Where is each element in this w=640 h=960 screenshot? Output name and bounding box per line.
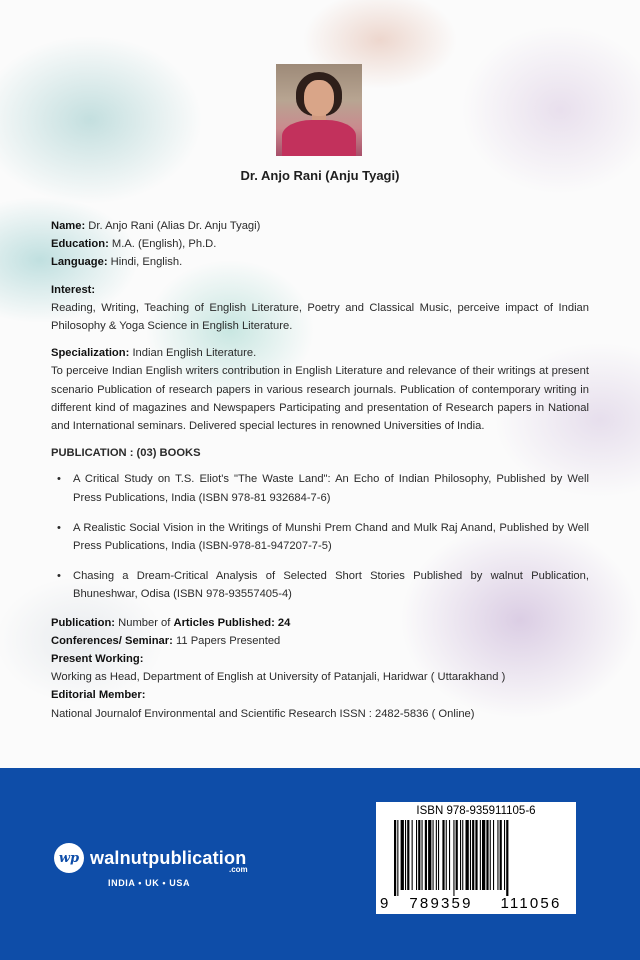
present-working-label-text: Present Working: [51, 653, 144, 666]
barcode-bar [433, 820, 434, 890]
barcode-bar [418, 820, 420, 890]
barcode-bar [472, 820, 474, 890]
barcode-bar [442, 820, 444, 890]
education-line [51, 235, 589, 253]
interest-label [51, 281, 589, 299]
education-label: Education: [51, 238, 109, 251]
publication-value: Articles Published: 24 [173, 616, 291, 629]
conferences-label: Conferences/ Seminar: [51, 634, 173, 647]
book-item: • A Realistic Social Vision in the Writings of Munshi Prem Chand and Mulk Raj Anand, Published by Well Press Publications, India (ISBN-978-81-947207-7-5) [51, 519, 589, 555]
name-line [51, 217, 589, 235]
barcode-bar [407, 820, 409, 890]
isbn-label: ISBN 978-935911105-6 [416, 805, 536, 817]
barcode-bar [475, 820, 477, 890]
barcode-bar [416, 820, 417, 890]
barcode-bar [449, 820, 450, 890]
barcode-bar [438, 820, 439, 890]
barcode-bar [394, 820, 396, 896]
name-value: Dr. Anjo Rani (Alias Dr. Anju Tyagi) [85, 220, 261, 232]
conferences-value: 11 Papers Presented [172, 634, 281, 647]
editorial-value: National Journalof Environmental and Scientific Research ISSN : 2482-5836 ( Online) [51, 707, 475, 720]
editorial-label-text: Editorial Member: [51, 689, 146, 702]
conferences-line [51, 632, 589, 650]
barcode-bar [504, 820, 505, 890]
editorial-label [51, 686, 589, 704]
barcode-bar [446, 820, 447, 890]
walnut-logo-icon: wp [54, 843, 84, 873]
isbn-barcode [376, 802, 576, 914]
publication-label: Publication: [51, 616, 116, 629]
publisher-countries: INDIA • UK • USA [108, 878, 191, 888]
specialization-label: Specialization: [51, 347, 130, 360]
barcode-bar [486, 820, 488, 890]
barcode-bar [482, 820, 485, 890]
present-working-value: Working as Head, Department of English at University of Patanjali, Haridwar ( Uttarakhand ) [51, 671, 506, 684]
barcode-bar [425, 820, 427, 890]
interest-label-text: Interest: [51, 283, 96, 296]
barcode-bars [394, 820, 564, 896]
barcode-bar [412, 820, 413, 890]
barcode-bar [500, 820, 502, 890]
barcode-bar [460, 820, 461, 890]
barcode-bar [453, 820, 454, 896]
publisher-name: walnutpublication [90, 847, 247, 868]
barcode-bar [470, 820, 471, 890]
book-item: • Chasing a Dream-Critical Analysis of Selected Short Stories Published by walnut Publication, Bhuneshwar, Odisa (ISBN 978-93557405-4) [51, 567, 589, 603]
barcode-bar [506, 820, 508, 896]
specialization-text: To perceive Indian English writers contribution in English Literature and relevance of their writings at present scenario Publication of research papers in various research journals. Publication of contemporary writing in different kind of magazines and Newspapers Participating and presentation of Research papers in National and International seminars. Delivered special lectures in renowned Universities of India. [51, 365, 589, 433]
barcode-digit-group-right: 111056 [500, 895, 562, 912]
barcode-bar [466, 820, 469, 890]
author-bio [51, 217, 589, 723]
barcode-digit-group-left: 789359 [409, 895, 473, 912]
publication-heading: PUBLICATION : (03) BOOKS [51, 447, 201, 460]
present-working-label [51, 650, 589, 668]
barcode-bar [456, 820, 458, 890]
publisher-logo [54, 843, 246, 873]
language-label: Language: [51, 256, 108, 269]
language-value: Hindi, English. [107, 256, 183, 269]
barcode-bar [493, 820, 494, 890]
author-name: Dr. Anjo Rani (Anju Tyagi) [240, 168, 400, 183]
book-item: • A Critical Study on T.S. Eliot's "The Waste Land": An Echo of Indian Philosophy, Published by Well Press Publications, India (ISBN 978-81 932684-7-6) [51, 470, 589, 506]
barcode-bar [497, 820, 498, 890]
education-value: M.A. (English), Ph.D. [108, 238, 217, 251]
barcode-bar [405, 820, 406, 890]
publication-prefix: Number of [115, 616, 174, 629]
barcode-digits [380, 895, 576, 912]
specialization-value: Indian English Literature. [129, 347, 257, 360]
barcode-bar [462, 820, 463, 890]
barcode-digit-lead: 9 [380, 895, 389, 912]
barcode-bar [480, 820, 481, 890]
name-label: Name: [51, 220, 86, 232]
publisher-domain: .com [229, 865, 248, 874]
barcode-bar [401, 820, 404, 890]
barcode-bar [422, 820, 423, 890]
language-line [51, 253, 589, 271]
interest-value: Reading, Writing, Teaching of English Literature, Poetry and Classical Music, perceive impact of Indian Philosophy & Yoga Science in English Literature. [51, 301, 589, 333]
barcode-bar [397, 820, 398, 896]
book-list [51, 470, 589, 603]
barcode-bar [428, 820, 431, 890]
barcode-bar [490, 820, 491, 890]
author-photo [276, 64, 362, 156]
publication-line [51, 614, 589, 632]
specialization-line [51, 344, 589, 362]
barcode-bar [436, 820, 437, 890]
